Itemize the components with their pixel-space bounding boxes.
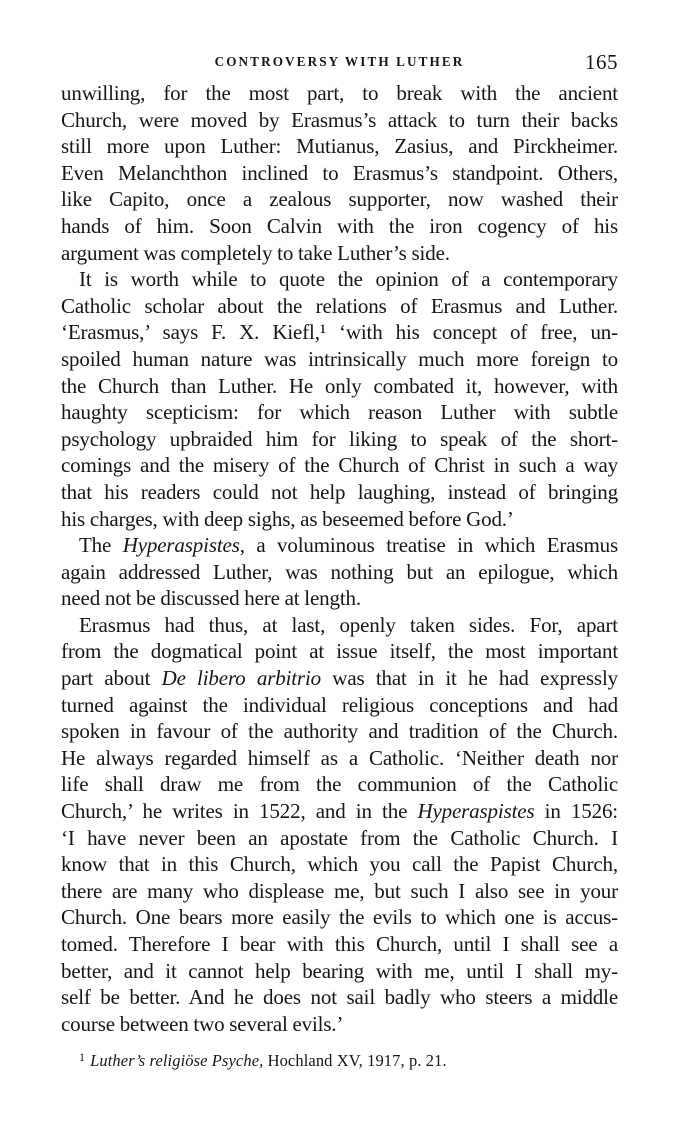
- text-line: tomed. Therefore I bear with this Church, until I shall see a: [61, 932, 618, 956]
- text-line: psychology upbraided him for liking to speak of the short-: [61, 426, 618, 451]
- text-line: Church, were moved by Erasmus’s attack to turn their backs: [61, 107, 618, 132]
- text-line: better, and it cannot help bearing with me, until I shall my-: [61, 958, 618, 983]
- text-line: know that in this Church, which you call the Papist Church,: [61, 852, 618, 877]
- text-line: Erasmus had thus, at last, openly taken sides. For, apart: [79, 612, 618, 637]
- text-line: part about De libero arbitrio was that in it he had expressly: [61, 666, 618, 691]
- paragraph-3: [61, 532, 618, 612]
- text-line: hands of him. Soon Calvin with the iron cogency of his: [61, 213, 618, 238]
- text-line: Catholic scholar about the relations of Erasmus and Luther.: [61, 293, 618, 318]
- italic-title: Hyperaspistes: [417, 799, 535, 824]
- text-line: need not be discussed here at length.: [61, 586, 361, 611]
- italic-title: De libero arbitrio: [161, 666, 321, 691]
- text-line: haughty scepticism: for which reason Luther with subtle: [61, 400, 618, 425]
- text-line: argument was completely to take Luther’s side.: [61, 240, 450, 265]
- italic-title: Hyperaspistes: [122, 533, 240, 558]
- text-line: that his readers could not help laughing, instead of bringing: [61, 479, 618, 504]
- running-head: [61, 50, 618, 80]
- page-number: 165: [585, 50, 618, 74]
- text-line: ‘Erasmus,’ says F. X. Kiefl,¹ ‘with his concept of free, un-: [61, 320, 618, 345]
- text-line: spoken in favour of the authority and tradition of the Church.: [61, 719, 618, 744]
- footnote-citation: Hochland XV, 1917, p. 21.: [263, 1051, 447, 1071]
- text-line: turned against the individual religious conceptions and had: [61, 692, 618, 717]
- text-line: course between two several evils.’: [61, 1011, 344, 1036]
- running-title: CONTROVERSY WITH LUTHER: [214, 54, 465, 69]
- text-line: his charges, with deep sighs, as beseemed before God.’: [61, 506, 514, 531]
- text-line: Church. One bears more easily the evils to which one is accus-: [61, 905, 618, 930]
- text-line: Church,’ he writes in 1522, and in the Hyperaspistes in 1526:: [61, 799, 618, 824]
- footnote: [61, 1046, 618, 1072]
- text-line: life shall draw me from the communion of the Catholic: [61, 772, 618, 797]
- text-line: He always regarded himself as a Catholic. ‘Neither death nor: [61, 745, 618, 770]
- body-text: [61, 80, 618, 1037]
- paragraph-4: [61, 612, 618, 1038]
- paragraph-1: [61, 80, 618, 266]
- text-line: The Hyperaspistes, a voluminous treatise in which Erasmus: [79, 533, 618, 558]
- text-line: still more upon Luther: Mutianus, Zasius, and Pirckheimer.: [61, 134, 618, 159]
- text-line: like Capito, once a zealous supporter, now washed their: [61, 187, 618, 212]
- footnote-marker: 1: [79, 1050, 86, 1065]
- text-line: Even Melanchthon inclined to Erasmus’s standpoint. Others,: [61, 160, 618, 185]
- paragraph-2: [61, 266, 618, 532]
- text-line: again addressed Luther, was nothing but an epilogue, which: [61, 559, 618, 584]
- text-line: It is worth while to quote the opinion of a contemporary: [79, 267, 618, 292]
- text-line: spoiled human nature was intrinsically much more foreign to: [61, 346, 618, 371]
- text-line: unwilling, for the most part, to break with the ancient: [61, 81, 618, 105]
- text-line: comings and the misery of the Church of Christ in such a way: [61, 453, 618, 478]
- text-line: from the dogmatical point at issue itself, the most important: [61, 639, 618, 664]
- text-line: ‘I have never been an apostate from the Catholic Church. I: [61, 825, 618, 850]
- text-line: the Church than Luther. He only combated it, however, with: [61, 373, 618, 398]
- text-line: there are many who displease me, but such I also see in your: [61, 878, 618, 903]
- text-line: self be better. And he does not sail badly who steers a middle: [61, 985, 618, 1010]
- footnote-title: Luther’s religiöse Psyche,: [90, 1051, 264, 1071]
- book-page: [61, 50, 618, 1072]
